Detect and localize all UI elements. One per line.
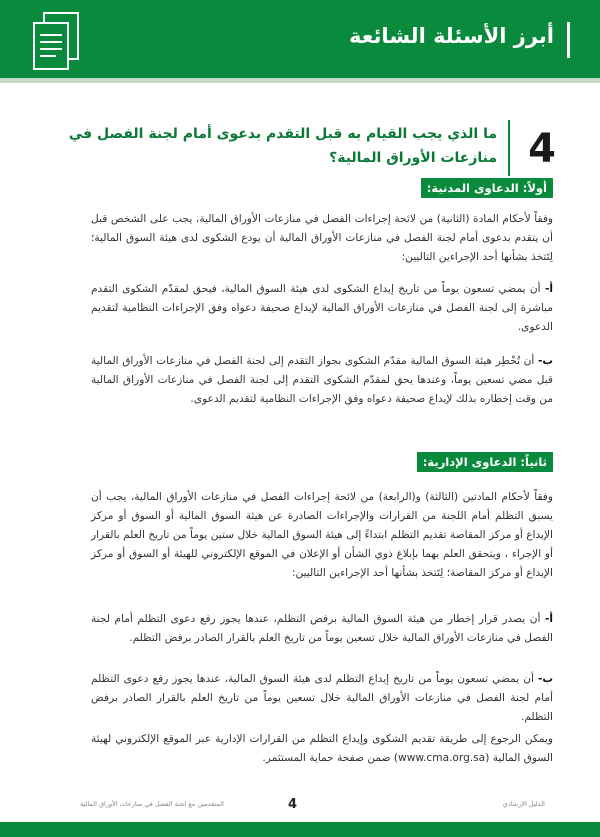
question-rule	[508, 120, 510, 176]
admin-item-a	[91, 610, 553, 648]
header-stripe	[0, 78, 600, 83]
admin-item-b	[91, 670, 553, 727]
footer-left-text: المتقدمين مع لجنة الفصل في منازعات الأوراق المالية	[80, 800, 224, 808]
section-label-admin: ثانياً: الدعاوى الإدارية:	[417, 452, 553, 472]
header-title: أبرز الأسئلة الشائعة	[348, 24, 554, 48]
document-icon	[30, 11, 82, 71]
admin-item-b-lead: ب-	[537, 673, 553, 685]
civil-item-b	[91, 352, 553, 409]
admin-closing: ويمكن الرجوع إلى طريقة تقديم الشكوى وإيداع التظلم من القرارات الإدارية عبر الموقع الإلكتروني لهيئة السوق المالية (www.cma.org.sa) ضمن صفحة حماية المستثمر.	[91, 733, 553, 764]
footer-right-text: الدليل الإرشادي	[502, 800, 545, 808]
civil-item-b-text: أن تُخْطِر هيئة السوق المالية مقدّم الشكوى بجواز التقدم إلى لجنة الفصل في منازعات الأوراق المالية قبل مضي تسعين يوماً، وعندها يحق لمقدّم الشكوى التقدم إلى لجنة الفصل في منازعات الأوراق المالية من وقت إخطاره بذلك لإيداع صحيفة دعواه وفق الإجراءات النظامية لتقديم الدعوى.	[91, 355, 553, 405]
section-label-civil: أولاً: الدعاوى المدنية:	[421, 178, 553, 198]
civil-item-a	[91, 280, 553, 337]
civil-intro: وفقاً لأحكام المادة (الثانية) من لائحة إجراءات الفصل في منازعات الأوراق المالية، يجب على الشخص قبل أن يتقدم بدعوى أمام لجنة الفصل في منازعات الأوراق المالية أن يودع الشكوى لدى هيئة السوق المالية؛ لِتَتخذ بشأنها أحد الإجراءين التاليين:	[91, 213, 553, 263]
question-text: ما الذي يجب القيام به قبل التقدم بدعوى أمام لجنة الفصل في منازعات الأوراق المالية؟	[68, 126, 497, 166]
page-number: 4	[288, 797, 298, 812]
question-number: 4	[528, 126, 556, 172]
admin-intro: وفقاً لأحكام المادتين (الثالثة) و(الرابعة) من لائحة إجراءات الفصل في منازعات الأوراق المالية، يجب أن يسبق التظلم أمام اللجنة من القرارات والإجراءات الصادرة عن هيئة السوق المالية أو السوق أو مركز الإيداع أو مركز المقاصة تقديم التظلم ابتداءً إلى هيئة السوق المالية خلال ستين يوماً من تاريخ العلم بالقرار أو الإجراء ، ويتحقق العلم بهما بإبلاغ ذوي الشأن أو الإعلان في الموقع الإلكتروني للهيئة أو السوق أو مركز الإيداع أو مركز المقاصة؛ لِتَتخذ بشأنها أحد الإجراءين التاليين:	[91, 491, 553, 579]
header-divider	[567, 22, 570, 58]
civil-item-b-lead: ب-	[537, 355, 553, 367]
civil-item-a-lead: أ-	[544, 283, 553, 295]
footer-bar	[0, 822, 600, 837]
admin-item-a-lead: أ-	[544, 613, 553, 625]
civil-item-a-text: أن يمضي تسعون يوماً من تاريخ إيداع الشكوى لدى هيئة السوق المالية، فيحق لمقدّم الشكوى التقدم مباشرة إلى لجنة الفصل في منازعات الأوراق المالية لإيداع صحيفة دعواه وفق الإجراءات النظامية لتقديم الدعوى.	[91, 283, 553, 333]
admin-item-b-text: أن يمضي تسعون يوماً من تاريخ إيداع التظلم لدى هيئة السوق المالية، عندها يجوز رفع دعوى التظلم أمام لجنة الفصل في منازعات الأوراق المالية خلال تسعين يوماً من تاريخ العلم بالقرار الصادر برفض التظلم.	[91, 673, 553, 723]
admin-item-a-text: أن يصدر قرار إخطار من هيئة السوق المالية برفض التظلم، عندها يجوز رفع دعوى التظلم أمام لجنة الفصل في منازعات الأوراق المالية خلال تسعين يوماً من تاريخ العلم بالقرار الصادر برفض التظلم.	[91, 613, 553, 644]
